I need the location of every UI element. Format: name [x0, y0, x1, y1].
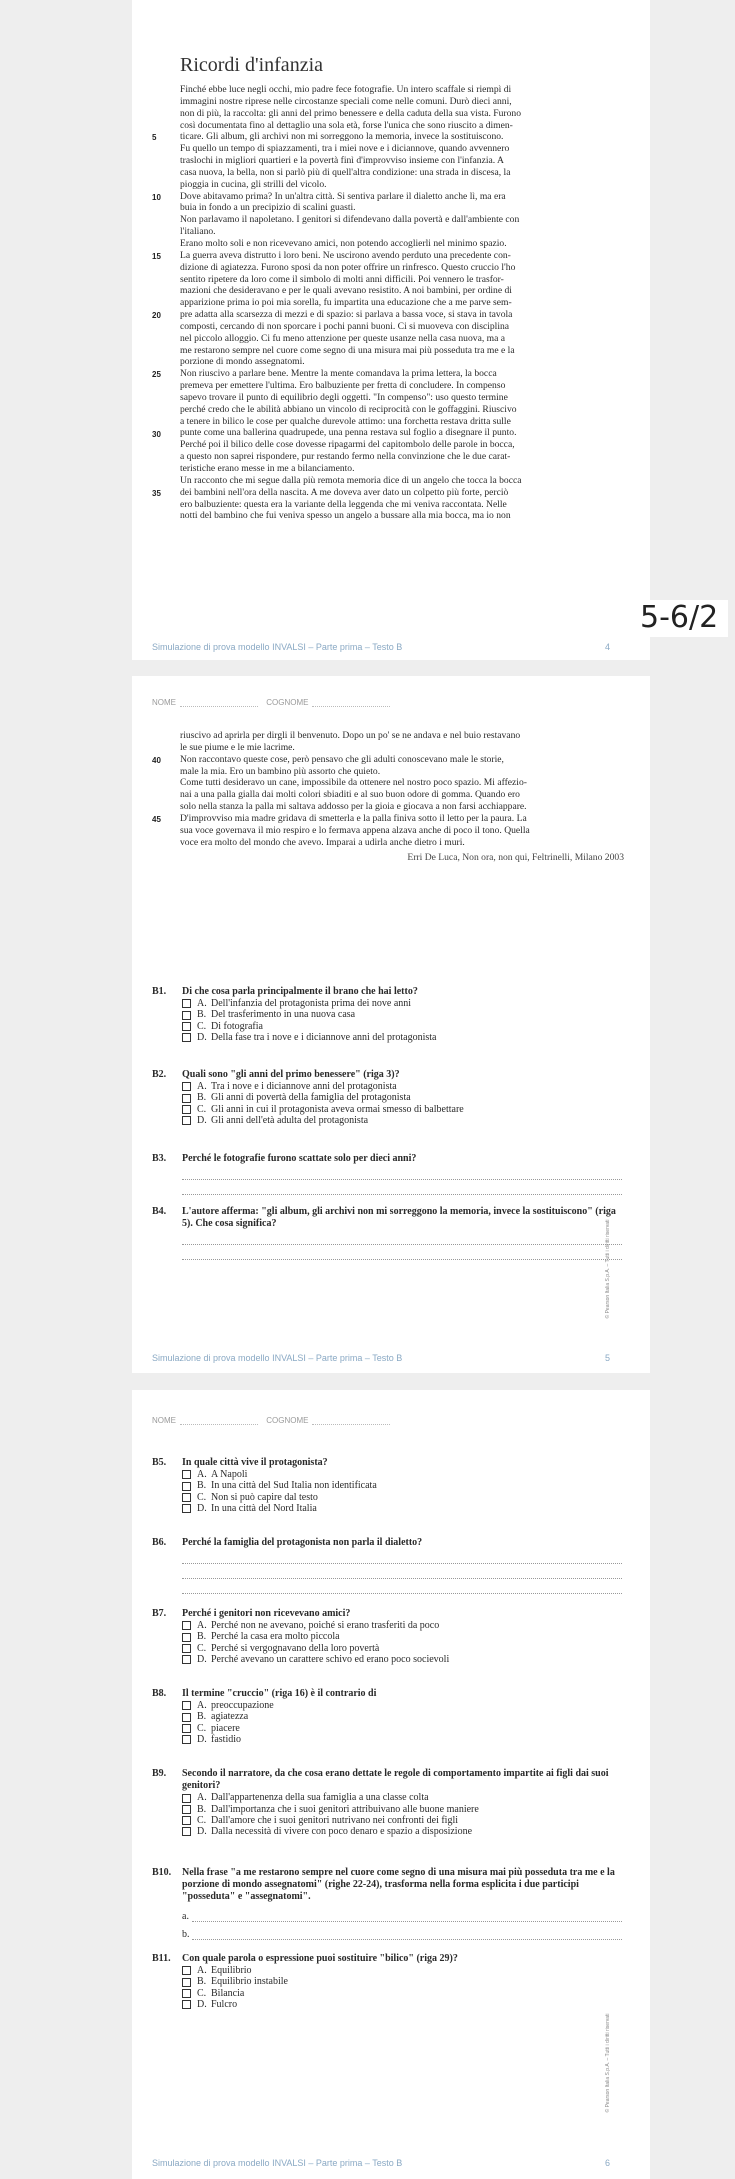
- surname-label: COGNOME: [266, 698, 309, 707]
- question-b7: [152, 1608, 622, 1665]
- option-text: agiatezza: [211, 1711, 249, 1723]
- question-b9: [152, 1768, 622, 1837]
- text-line: pioggia in cucina, gli strilli del vicolo.: [180, 178, 327, 190]
- option-text: Dell'infanzia del protagonista prima dei nove anni: [211, 998, 412, 1010]
- text-line: ero balbuziente: questa era la variante della leggenda che mi veniva raccontata. Nelle: [180, 498, 507, 510]
- line-number: 20: [152, 311, 161, 321]
- checkbox[interactable]: [182, 1735, 191, 1744]
- question-prompt: In quale città vive il protagonista?: [182, 1457, 328, 1468]
- answer-option[interactable]: [152, 1988, 622, 1999]
- answer-line[interactable]: [182, 1245, 622, 1260]
- name-header: [152, 698, 396, 707]
- text-line: pre adatta alla scarsezza di mezzi e di spazio: si parlava a bassa voce, si stava in tavola: [180, 309, 513, 321]
- answer-option[interactable]: [152, 1815, 622, 1826]
- line-number: 5: [152, 133, 157, 143]
- question-text: [152, 1768, 622, 1792]
- question-b8: [152, 1688, 622, 1745]
- source-citation: Erri De Luca, Non ora, non qui, Feltrinelli, Milano 2003: [407, 852, 624, 863]
- checkbox[interactable]: [182, 999, 191, 1008]
- question-prompt: Quali sono "gli anni del primo benessere" (riga 3)?: [182, 1069, 400, 1080]
- checkbox[interactable]: [182, 1827, 191, 1836]
- answer-option[interactable]: [152, 1021, 622, 1032]
- option-text: Dall'appartenenza della sua famiglia a una classe colta: [211, 1792, 429, 1804]
- name-label: NOME: [152, 1416, 176, 1425]
- question-b1: [152, 986, 622, 1043]
- option-text: Tra i nove e i diciannove anni del protagonista: [211, 1081, 397, 1093]
- question-number: B10.: [152, 1867, 172, 1878]
- question-text: [152, 1457, 622, 1469]
- question-text: [152, 1069, 622, 1081]
- checkbox[interactable]: [182, 1713, 191, 1722]
- question-prompt: Con quale parola o espressione puoi sostituire "bilico" (riga 29)?: [182, 1953, 458, 1964]
- text-line: Erano molto soli e non ricevevano amici, non potendo accoglierli nel minimo spazio.: [180, 237, 507, 249]
- option-letter: C.: [197, 1814, 207, 1826]
- text-line: traslochi in migliori quartieri e la povertà finì d'improvviso insieme con l'infanzia. A: [180, 155, 504, 167]
- text-line: non di più, la raccolta: gli anni del primo benessere e della caduta della sua vista. Furono: [180, 107, 522, 119]
- answer-option[interactable]: [152, 1081, 622, 1092]
- question-text: [152, 1206, 622, 1230]
- question-number: B1.: [152, 986, 167, 997]
- answer-option[interactable]: [152, 1711, 622, 1722]
- option-text: In una città del Sud Italia non identificata: [211, 1480, 377, 1492]
- answer-option[interactable]: [152, 1631, 622, 1642]
- page-footer: Simulazione di prova modello INVALSI – Parte prima – Testo B: [152, 642, 403, 652]
- question-prompt: Perché le fotografie furono scattate solo per dieci anni?: [182, 1153, 417, 1164]
- checkbox[interactable]: [182, 1794, 191, 1803]
- answer-line[interactable]: [182, 1549, 622, 1564]
- text-line: Non parlavamo il napoletano. I genitori si difendevano dalla povertà e dall'ambiente con: [180, 214, 520, 226]
- question-number: B3.: [152, 1153, 167, 1164]
- question-prompt: Il termine "cruccio" (riga 16) è il contrario di: [182, 1688, 377, 1699]
- answer-line[interactable]: [182, 1180, 622, 1195]
- text-line: Non raccontavo queste cose, però pensavo che gli adulti conoscevano male le storie,: [180, 753, 504, 765]
- line-number: 10: [152, 192, 161, 202]
- question-b2: [152, 1069, 622, 1126]
- option-letter: A.: [197, 1081, 207, 1093]
- option-text: Non si può capire dal testo: [211, 1491, 318, 1503]
- page-footer: Simulazione di prova modello INVALSI – Parte prima – Testo B: [152, 1353, 403, 1363]
- question-prompt: Di che cosa parla principalmente il brano che hai letto?: [182, 986, 418, 997]
- text-line: così documentata fino al dettaglio una sola età, forse l'unica che sono riuscito a dimen-: [180, 119, 513, 131]
- option-letter: A.: [197, 1965, 207, 1977]
- text-line: Un racconto che mi segue dalla più remota memoria dice di un angelo che tocca la bocca: [180, 474, 522, 486]
- question-b4: [152, 1206, 622, 1260]
- option-letter: D.: [197, 1826, 207, 1838]
- option-letter: B.: [197, 1711, 207, 1723]
- text-line: Fu quello un tempo di spiazzamenti, tra i miei nove e i diciannove, quando avvennero: [180, 143, 510, 155]
- text-line: sua voce governava il mio respiro e lo fermava appena alzava anche di poco il tono. Quella: [180, 824, 530, 836]
- question-number: B2.: [152, 1069, 167, 1080]
- answer-line[interactable]: [182, 1579, 622, 1594]
- line-number: 45: [152, 814, 161, 824]
- text-line: immagini nostre riprese nelle circostanze speciali come nelle comuni. Durò dieci anni,: [180, 95, 512, 107]
- answer-option[interactable]: [152, 1700, 622, 1711]
- option-letter: C.: [197, 1491, 207, 1503]
- copyright-notice: © Pearson Italia S.p.A. – Tutti i diritti riservati: [605, 1219, 611, 1319]
- page-range-badge: 5-6/2: [630, 600, 728, 637]
- option-letter: D.: [197, 1031, 207, 1043]
- reading-text-continued: [180, 730, 632, 848]
- checkbox[interactable]: [182, 1989, 191, 1998]
- surname-field: [312, 1416, 390, 1425]
- question-number: B5.: [152, 1457, 167, 1468]
- option-text: Dall'amore che i suoi genitori nutrivano nei confronti dei figli: [211, 1814, 459, 1826]
- checkbox[interactable]: [182, 1621, 191, 1630]
- question-b11: [152, 1953, 622, 2010]
- option-letter: B.: [197, 1631, 207, 1643]
- answer-option[interactable]: [152, 1792, 622, 1803]
- checkbox[interactable]: [182, 1816, 191, 1825]
- text-line: l'italiano.: [180, 226, 216, 238]
- answer-option[interactable]: [152, 1503, 622, 1514]
- option-letter: C.: [197, 1722, 207, 1734]
- answer-option[interactable]: [152, 1480, 622, 1491]
- option-letter: A.: [197, 1700, 207, 1712]
- text-line: perché credo che le abilità abbiano un vincolo di reciprocità con le goffaggini. Riuscivo: [180, 403, 517, 415]
- checkbox[interactable]: [182, 1094, 191, 1103]
- option-letter: D.: [197, 1114, 207, 1126]
- text-line: punte come una ballerina quadrupede, una penna restava sul foglio a disegnare il punto.: [180, 427, 517, 439]
- text-line: apparizione prima io poi mia sorella, fu impartita una educazione che a me parve sem-: [180, 297, 512, 309]
- answer-option[interactable]: [152, 1032, 622, 1043]
- answer-line[interactable]: [192, 1939, 622, 1940]
- option-text: Perché avevano un carattere schivo ed erano poco socievoli: [211, 1653, 450, 1665]
- text-line: Perché poi il bilico delle cose dovesse ripagarmi del capitombolo delle parole in bocca,: [180, 439, 515, 451]
- option-text: Perché non ne avevano, poiché si erano trasferiti da poco: [211, 1620, 440, 1632]
- checkbox[interactable]: [182, 1482, 191, 1491]
- option-text: preoccupazione: [211, 1700, 274, 1712]
- page-4: [132, 0, 650, 660]
- text-line: dizione di agiatezza. Furono sposi da non poter offrire un rinfresco. Questo cruccio l'ho: [180, 261, 516, 273]
- option-letter: C.: [197, 1020, 207, 1032]
- text-line: composti, cercando di non sporcare i pochi panni buoni. Ci si muoveva con disciplina: [180, 320, 510, 332]
- answer-line[interactable]: [182, 1165, 622, 1180]
- text-line: casa nuova, la bella, non si parlò più di quell'altra condizione: una strada in discesa, la: [180, 166, 511, 178]
- text-line: Finché ebbe luce negli occhi, mio padre fece fotografie. Un intero scaffale si riempì di: [180, 84, 512, 95]
- checkbox[interactable]: [182, 1644, 191, 1653]
- answer-option[interactable]: [152, 1826, 622, 1837]
- answer-option[interactable]: [152, 1999, 622, 2010]
- text-line: solo nella stanza la palla mi saltava addosso per la gioia e giocava a non farsi acchiappare.: [180, 801, 527, 813]
- option-letter: B.: [197, 1803, 207, 1815]
- checkbox[interactable]: [182, 1493, 191, 1502]
- checkbox[interactable]: [182, 1504, 191, 1513]
- option-text: fastidio: [211, 1733, 241, 1745]
- answer-option[interactable]: [152, 1469, 622, 1480]
- option-letter: B.: [197, 1092, 207, 1104]
- text-line: premeva per emettere l'ultima. Ero balbuziente per fretta di concludere. In compenso: [180, 380, 506, 392]
- answer-label: a.: [182, 1910, 189, 1922]
- option-text: In una città del Nord Italia: [211, 1502, 317, 1514]
- answer-option[interactable]: [152, 998, 622, 1009]
- answer-option[interactable]: [152, 1620, 622, 1631]
- checkbox[interactable]: [182, 1633, 191, 1642]
- text-line: Come tutti desideravo un cane, impossibile da ottenere nel nostro poco spazio. Mi affezio-: [180, 777, 527, 789]
- question-number: B7.: [152, 1608, 167, 1619]
- page-title: Ricordi d'infanzia: [180, 54, 323, 76]
- option-text: Di fotografia: [211, 1020, 263, 1032]
- text-line: ticare. Gli album, gli archivi non mi sorreggono la memoria, invece la sostituiscono.: [180, 131, 504, 143]
- text-line: sapevo trovare il punto di equilibrio degli oggetti. "In compenso": uso questo termine: [180, 391, 508, 403]
- line-number: 40: [152, 755, 161, 765]
- option-letter: A.: [197, 998, 207, 1010]
- question-text: [152, 1867, 622, 1904]
- checkbox[interactable]: [182, 1978, 191, 1987]
- option-text: Equilibrio instabile: [211, 1976, 288, 1988]
- question-prompt: Perché la famiglia del protagonista non parla il dialetto?: [182, 1537, 423, 1548]
- answer-line[interactable]: [182, 1564, 622, 1579]
- checkbox[interactable]: [182, 1033, 191, 1042]
- checkbox[interactable]: [182, 1116, 191, 1125]
- text-line: le sue piume e le mie lacrime.: [180, 741, 295, 753]
- answer-option[interactable]: [152, 1723, 622, 1734]
- answer-option[interactable]: [152, 1492, 622, 1503]
- question-number: B6.: [152, 1537, 167, 1548]
- text-line: notti del bambino che fui veniva spesso un angelo a bussare alla mia bocca, ma io non: [180, 510, 511, 522]
- answer-option[interactable]: [152, 1654, 622, 1665]
- answer-option[interactable]: [152, 1965, 622, 1976]
- option-letter: C.: [197, 1987, 207, 1999]
- answer-option[interactable]: [152, 1734, 622, 1745]
- text-line: porzione di mondo assegnatomi.: [180, 356, 305, 368]
- question-b3: [152, 1153, 622, 1195]
- option-text: Della fase tra i nove e i diciannove anni del protagonista: [211, 1031, 437, 1043]
- answer-option[interactable]: [152, 1643, 622, 1654]
- checkbox[interactable]: [182, 1105, 191, 1114]
- page-footer: Simulazione di prova modello INVALSI – Parte prima – Testo B: [152, 2158, 403, 2168]
- answer-option[interactable]: [152, 1115, 622, 1126]
- name-header: [152, 1416, 396, 1425]
- question-number: B4.: [152, 1206, 167, 1217]
- option-text: Gli anni dell'età adulta del protagonista: [211, 1114, 369, 1126]
- option-letter: D.: [197, 1653, 207, 1665]
- text-line: sentito ripetere da loro come il simbolo di molti anni difficili. Poi vennero le trasfor-: [180, 273, 504, 285]
- text-line: nel piccolo alloggio. Ci fu meno attenzione per queste usanze nella casa nuova, ma a: [180, 332, 506, 344]
- labeled-answer-line[interactable]: [182, 1904, 622, 1922]
- question-number: B9.: [152, 1768, 167, 1779]
- name-field: [180, 698, 258, 707]
- answer-option[interactable]: [152, 1804, 622, 1815]
- option-letter: B.: [197, 1009, 207, 1021]
- text-line: La guerra aveva distrutto i loro beni. Ne uscirono avendo perduto una precedente con-: [180, 249, 511, 261]
- question-text: [152, 1153, 622, 1165]
- text-line: a tenere in bilico le cose per qualche durevole attimo: una forchetta restava dritta sulle: [180, 415, 511, 427]
- checkbox[interactable]: [182, 1724, 191, 1733]
- text-line: me restarono sempre nel cuore come segno di una misura mai più posseduta tra me e la: [180, 344, 515, 356]
- line-number: 35: [152, 488, 161, 498]
- page-number: 5: [604, 1353, 610, 1363]
- question-text: [152, 1537, 622, 1549]
- option-text: Dall'importanza che i suoi genitori attribuivano alle buone maniere: [211, 1803, 479, 1815]
- option-text: Bilancia: [211, 1987, 245, 1999]
- answer-label: b.: [182, 1928, 190, 1940]
- option-text: Perché si vergognavano della loro povertà: [211, 1642, 380, 1654]
- text-line: buia in fondo a un precipizio di scalini guasti.: [180, 202, 356, 214]
- question-text: [152, 986, 622, 998]
- option-letter: A.: [197, 1469, 207, 1481]
- text-line: teristiche erano messe in me a bilanciamento.: [180, 463, 355, 474]
- name-label: NOME: [152, 698, 176, 707]
- line-number: 15: [152, 251, 161, 261]
- text-line: voce era molto del mondo che avevo. Imparai a udirla anche dietro i muri.: [180, 836, 465, 848]
- answer-line[interactable]: [182, 1230, 622, 1245]
- option-text: Fulcro: [211, 1998, 238, 2010]
- question-text: [152, 1688, 622, 1700]
- answer-option[interactable]: [152, 1104, 622, 1115]
- option-text: Gli anni in cui il protagonista aveva ormai smesso di balbettare: [211, 1103, 464, 1115]
- text-line: dei bambini nell'ora della nascita. A me doveva aver dato un colpetto più forte, perciò: [180, 486, 509, 498]
- text-line: a questo non saprei rispondere, pur restando fermo nella convinzione che le due carat-: [180, 451, 511, 463]
- surname-field: [312, 698, 390, 707]
- checkbox[interactable]: [182, 1701, 191, 1710]
- option-letter: B.: [197, 1976, 207, 1988]
- line-number: 30: [152, 429, 161, 439]
- option-letter: D.: [197, 1502, 207, 1514]
- option-letter: D.: [197, 1998, 207, 2010]
- question-number: B8.: [152, 1688, 167, 1699]
- answer-option[interactable]: [152, 1092, 622, 1103]
- line-number: 25: [152, 370, 161, 380]
- option-text: Perché la casa era molto piccola: [211, 1631, 340, 1643]
- question-text: [152, 1953, 622, 1965]
- checkbox[interactable]: [182, 1022, 191, 1031]
- checkbox[interactable]: [182, 1011, 191, 1020]
- labeled-answer-line[interactable]: [182, 1922, 622, 1940]
- question-prompt: Nella frase "a me restarono sempre nel cuore come segno di una misura mai più posseduta tra me e la porzione di mondo assegnatomi" (righe 22-24), trasforma nella forma esplicita i due participi "posseduta" e "assegnatomi".: [182, 1867, 615, 1903]
- surname-label: COGNOME: [266, 1416, 309, 1425]
- checkbox[interactable]: [182, 1082, 191, 1091]
- question-b5: [152, 1457, 622, 1514]
- text-line: D'improvviso mia madre gridava di smetterla e la palla finiva sotto il letto per la paura. La: [180, 812, 527, 824]
- option-letter: C.: [197, 1642, 207, 1654]
- page-6: [132, 1390, 650, 2179]
- option-letter: C.: [197, 1103, 207, 1115]
- text-line: Dove abitavamo prima? In un'altra città. Si sentiva parlare il dialetto anche lì, ma era: [180, 190, 506, 202]
- question-prompt: Perché i genitori non ricevevano amici?: [182, 1608, 351, 1619]
- text-line: nai a una palla gialla dai molti colori sbiaditi e al suo buon odore di gomma. Quando ero: [180, 789, 520, 801]
- text-line: Non riuscivo a parlare bene. Mentre la mente comandava la prima lettera, la bocca: [180, 368, 497, 380]
- question-number: B11.: [152, 1953, 171, 1964]
- answer-line[interactable]: [192, 1921, 622, 1922]
- checkbox[interactable]: [182, 1966, 191, 1975]
- page-number: 6: [604, 2158, 610, 2168]
- page-5: [132, 676, 650, 1373]
- option-text: A Napoli: [211, 1469, 248, 1481]
- option-letter: A.: [197, 1792, 207, 1804]
- option-text: Del trasferimento in una nuova casa: [211, 1009, 356, 1021]
- option-text: Equilibrio: [211, 1965, 252, 1977]
- option-text: piacere: [211, 1722, 240, 1734]
- page-number: 4: [604, 642, 610, 652]
- question-prompt: Secondo il narratore, da che cosa erano dettate le regole di comportamento impartite ai figli dai suoi genitori?: [182, 1768, 609, 1792]
- checkbox[interactable]: [182, 2000, 191, 2009]
- option-text: Gli anni di povertà della famiglia del protagonista: [211, 1092, 411, 1104]
- option-letter: A.: [197, 1620, 207, 1632]
- text-line: male la mia. Ero un bambino più assorto che quieto.: [180, 765, 381, 777]
- text-line: mazioni che desideravano e per le quali avevano resistito. A noi bambini, per ordine di: [180, 285, 512, 297]
- option-letter: D.: [197, 1733, 207, 1745]
- reading-text: [180, 84, 632, 522]
- copyright-notice: © Pearson Italia S.p.A. – Tutti i diritti riservati: [605, 2013, 611, 2113]
- option-letter: B.: [197, 1480, 207, 1492]
- question-b10: [152, 1867, 622, 1940]
- question-b6: [152, 1537, 622, 1594]
- option-text: Dalla necessità di vivere con poco denaro e spazio a disposizione: [211, 1826, 473, 1838]
- text-line: riuscivo ad aprirla per dirgli il benvenuto. Dopo un po' se ne andava e nel buio restavano: [180, 730, 521, 741]
- answer-option[interactable]: [152, 1009, 622, 1020]
- checkbox[interactable]: [182, 1655, 191, 1664]
- question-text: [152, 1608, 622, 1620]
- question-prompt: L'autore afferma: "gli album, gli archivi non mi sorreggono la memoria, invece la sostituiscono" (riga 5). Che cosa significa?: [182, 1206, 616, 1230]
- answer-option[interactable]: [152, 1976, 622, 1987]
- checkbox[interactable]: [182, 1805, 191, 1814]
- name-field: [180, 1416, 258, 1425]
- checkbox[interactable]: [182, 1470, 191, 1479]
